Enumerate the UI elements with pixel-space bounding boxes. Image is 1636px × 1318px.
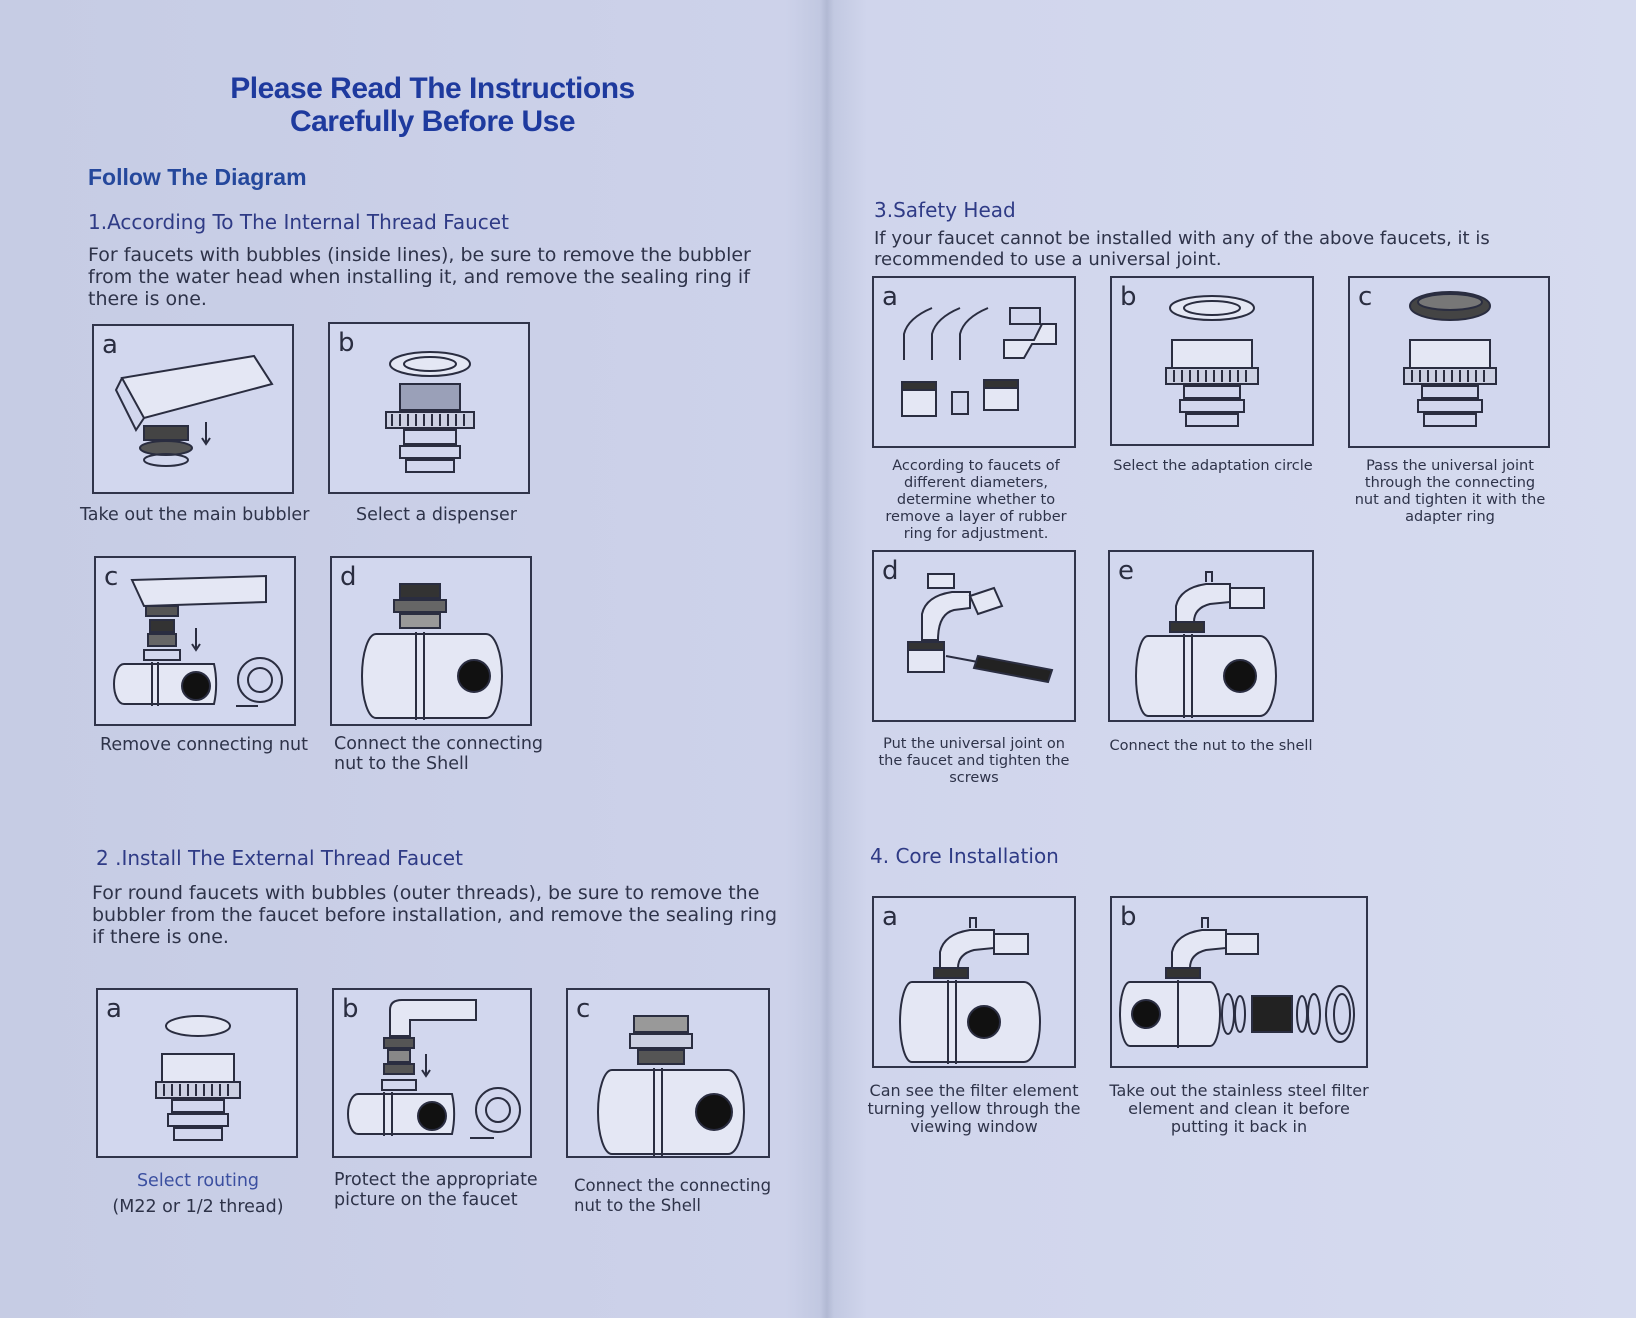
section-3-text: If your faucet cannot be installed with any of the above faucets, it is recommended to use a universal joint. xyxy=(874,228,1490,270)
step-2a-figure xyxy=(96,988,298,1158)
routing-illustration xyxy=(98,990,296,1156)
step-3b-caption: Select the adaptation circle xyxy=(1113,458,1313,474)
filter-element-illustration xyxy=(1112,898,1366,1066)
step-letter: b xyxy=(338,328,355,358)
step-letter: a xyxy=(106,994,122,1024)
step-1c-caption: Remove connecting nut xyxy=(100,735,309,755)
step-1d-caption: Connect the connecting nut to the Shell xyxy=(334,734,544,774)
step-3e-figure xyxy=(1108,550,1314,722)
section-3-heading: 3.Safety Head xyxy=(874,198,1016,222)
title-line-2: Carefully Before Use xyxy=(289,105,576,138)
connect-nut-illustration xyxy=(332,558,530,724)
step-3d-caption: Put the universal joint on the faucet and tighten the screws xyxy=(878,736,1070,786)
step-letter: d xyxy=(340,562,357,592)
section-2-heading: 2 .Install The External Thread Faucet xyxy=(96,846,463,870)
page-title xyxy=(200,72,665,138)
step-3c-caption: Pass the universal joint through the connecting nut and tighten it with the adapter ring xyxy=(1354,458,1546,525)
step-letter: d xyxy=(882,556,899,586)
step-2a-caption-line-1: Select routing xyxy=(136,1171,260,1191)
follow-diagram-heading: Follow The Diagram xyxy=(88,164,307,190)
step-letter: b xyxy=(1120,282,1137,312)
step-letter: c xyxy=(1358,282,1373,312)
nut-to-shell-illustration xyxy=(1110,552,1312,720)
step-4b-caption: Take out the stainless steel filter element and clean it before putting it back in xyxy=(1109,1081,1369,1136)
step-letter: a xyxy=(882,282,898,312)
step-2a-caption-line-2: (M22 or 1/2 thread) xyxy=(112,1197,284,1217)
step-3a-figure xyxy=(872,276,1076,448)
title-line-1: Please Read The Instructions xyxy=(230,72,635,105)
adaptation-circle-illustration xyxy=(1112,278,1312,444)
step-letter: b xyxy=(1120,902,1137,932)
tighten-screws-illustration xyxy=(874,552,1074,720)
step-letter: c xyxy=(576,994,591,1024)
step-3a-caption: According to faucets of different diameters, determine whether to remove a layer of rubber ring for adjustment. xyxy=(885,458,1067,542)
section-2-text: For round faucets with bubbles (outer threads), be sure to remove the bubbler from the faucet before installation, and remove the sealing ring if there is one. xyxy=(92,882,778,948)
faucet-protect-illustration xyxy=(334,990,530,1156)
step-2c-caption: Connect the connecting nut to the Shell xyxy=(574,1176,772,1215)
step-1a-caption: Take out the main bubbler xyxy=(80,505,310,525)
step-2b-figure xyxy=(332,988,532,1158)
step-3e-caption: Connect the nut to the shell xyxy=(1109,738,1313,754)
connect-shell-illustration xyxy=(568,990,768,1156)
step-2c-figure xyxy=(566,988,770,1158)
step-letter: b xyxy=(342,994,359,1024)
step-1b-figure xyxy=(328,322,530,494)
step-1c-figure xyxy=(94,556,296,726)
adapter-ring-illustration xyxy=(1350,278,1548,446)
step-3d-figure xyxy=(872,550,1076,722)
step-3c-figure xyxy=(1348,276,1550,448)
step-1d-figure xyxy=(330,556,532,726)
step-letter: a xyxy=(882,902,898,932)
section-1-heading: 1.According To The Internal Thread Faucet xyxy=(88,210,509,234)
step-1b-caption: Select a dispenser xyxy=(356,505,517,525)
faucet-head-illustration xyxy=(94,326,292,492)
section-1-text: For faucets with bubbles (inside lines), be sure to remove the bubbler from the water head when installing it, and remove the sealing ring if there is one. xyxy=(88,244,751,310)
step-letter: c xyxy=(104,562,119,592)
section-4-heading: 4. Core Installation xyxy=(870,844,1059,868)
step-2b-caption: Protect the appropriate picture on the faucet xyxy=(334,1170,538,1210)
remove-nut-illustration xyxy=(96,558,294,724)
step-2a-caption xyxy=(98,1168,298,1220)
filter-window-illustration xyxy=(874,898,1074,1066)
step-letter: e xyxy=(1118,556,1134,586)
step-4a-figure xyxy=(872,896,1076,1068)
step-4a-caption: Can see the filter element turning yellow through the viewing window xyxy=(867,1081,1081,1136)
step-3b-figure xyxy=(1110,276,1314,446)
step-1a-figure xyxy=(92,324,294,494)
page-fold xyxy=(820,0,834,1318)
dispenser-illustration xyxy=(330,324,528,492)
faucet-types-illustration xyxy=(874,278,1074,446)
step-4b-figure xyxy=(1110,896,1368,1068)
step-letter: a xyxy=(102,330,118,360)
